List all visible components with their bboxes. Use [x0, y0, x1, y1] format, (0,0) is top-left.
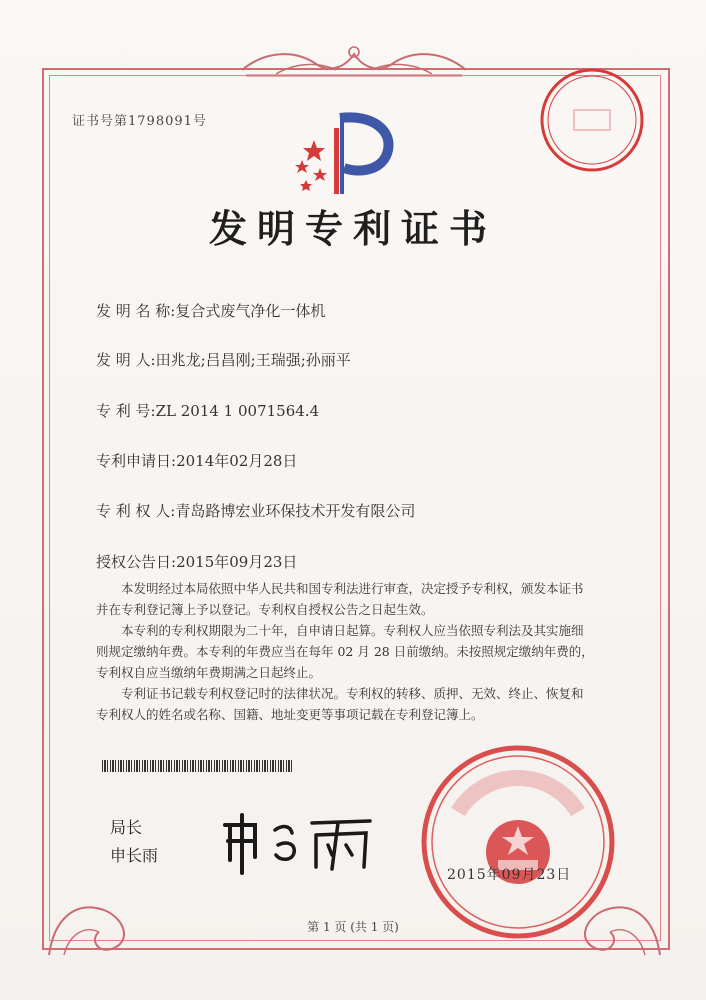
- top-ornament: [236, 40, 472, 82]
- patent-number-value: ZL 2014 1 0071564.4: [155, 402, 320, 420]
- inventor-value: 田兆龙;吕昌刚;王瑞强;孙丽平: [155, 351, 351, 369]
- body-p2-line2: 则规定缴纳年费。本专利的年费应当在每年 02 月 28 日前缴纳。未按照规定缴纳年费的，: [96, 644, 594, 659]
- filing-date-value: 2014年02月28日: [176, 452, 298, 470]
- patent-number-label: 专 利 号:: [96, 402, 156, 420]
- body-p3-line1: 专利证书记载专利权登记时的法律状况。专利权的转移、质押、无效、终止、恢复和: [121, 686, 584, 701]
- patent-number-row: [96, 400, 319, 421]
- signer-title: 局长: [110, 818, 143, 837]
- signer-name: 申长雨: [110, 846, 159, 865]
- announce-date-label: 授权公告日:: [96, 553, 177, 571]
- barcode: [102, 760, 292, 772]
- patentee-label: 专 利 权 人:: [96, 502, 176, 520]
- invention-name-value: 复合式废气净化一体机: [175, 302, 326, 320]
- handwritten-signature: [220, 795, 380, 875]
- body-p1-line2: 并在专利登记簿上予以登记。专利权自授权公告之日起生效。: [96, 602, 434, 617]
- page-number: 第 1 页 (共 1 页): [307, 920, 399, 934]
- patentee-value: 青岛路博宏业环保技术开发有限公司: [175, 502, 416, 520]
- filing-date-row: [96, 450, 297, 471]
- body-p2-line3: 专利权自应当缴纳年费期满之日起终止。: [96, 665, 322, 680]
- inventor-label: 发 明 人:: [96, 351, 156, 369]
- bottom-left-ornament: [44, 870, 144, 960]
- agency-seal: [538, 66, 646, 174]
- body-p3-line2: 专利权人的姓名或名称、国籍、地址变更等事项记载在专利登记簿上。: [96, 707, 484, 722]
- patent-office-logo-icon: [292, 108, 402, 198]
- invention-name-row: [96, 300, 325, 321]
- patentee-row: [96, 500, 415, 521]
- certificate-title: 发明专利证书: [208, 206, 497, 251]
- filing-date-label: 专利申请日:: [96, 452, 177, 470]
- seal-date: 2015年09月23日: [447, 867, 572, 883]
- certificate-body: [96, 578, 616, 725]
- body-p2-line1: 本专利的专利权期限为二十年，自申请日起算。专利权人应当依照专利法及其实施细: [121, 623, 584, 638]
- inventor-row: [96, 349, 351, 370]
- announce-date-row: [96, 551, 297, 572]
- body-p1-line1: 本发明经过本局依照中华人民共和国专利法进行审查，决定授予专利权，颁发本证书: [121, 581, 584, 596]
- national-ip-office-seal: [418, 742, 618, 942]
- announce-date-value: 2015年09月23日: [176, 553, 298, 571]
- invention-name-label: 发 明 名 称:: [96, 302, 176, 320]
- certificate-number: 证书号第1798091号: [72, 114, 207, 129]
